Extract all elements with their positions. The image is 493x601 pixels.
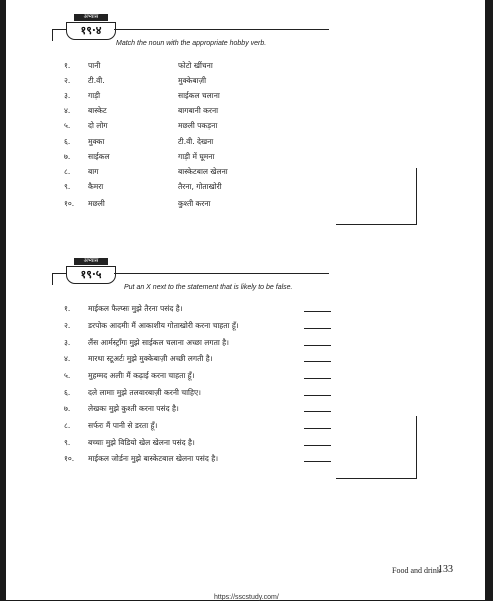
source-url[interactable]: https://sscstudy.com/ bbox=[214, 594, 279, 601]
answer-blank[interactable] bbox=[304, 378, 331, 379]
badge-label: अभ्यास bbox=[74, 14, 108, 21]
statement: डरपोक आदमीः मैं आकाशीय गोताखोरी करना चाहता हूँ। bbox=[88, 321, 239, 330]
item-number: ५. bbox=[64, 121, 71, 130]
answer-blank[interactable] bbox=[304, 311, 331, 312]
item-number: ८. bbox=[64, 167, 71, 176]
hobby-verb: मुक्केबाज़ी bbox=[178, 76, 207, 85]
right-bracket bbox=[416, 168, 417, 224]
statement: लैंस आर्मस्ट्रॉंगः मुझे साईकल चलाना अच्छा लगता है। bbox=[88, 338, 229, 347]
noun: मछली bbox=[88, 199, 105, 208]
statement: लेखकः मुझे कुश्ती करना पसंद है। bbox=[88, 404, 179, 413]
noun: बाग bbox=[88, 167, 99, 176]
statement: माईकल जोर्डनः मुझे बास्केटबाल खेलना पसंद है। bbox=[88, 454, 219, 463]
noun: साईकल bbox=[88, 152, 110, 161]
answer-blank[interactable] bbox=[304, 395, 331, 396]
hobby-verb: बास्केटबाल खेलना bbox=[178, 167, 228, 176]
hobby-verb: साईकल चलाना bbox=[178, 91, 220, 100]
left-bracket bbox=[52, 273, 53, 285]
hobby-verb: कुश्ती करना bbox=[178, 199, 211, 208]
item-number: ५. bbox=[64, 371, 71, 380]
hobby-verb: तैरना, गोताखोरी bbox=[178, 182, 222, 191]
right-bracket bbox=[416, 416, 417, 478]
item-number: २. bbox=[64, 321, 71, 330]
statement: मारथा स्टूअर्टः मुझे मुक्केबाज़ी अच्छी लगती है। bbox=[88, 354, 213, 363]
noun: मुक्का bbox=[88, 137, 105, 146]
header-rule bbox=[114, 273, 329, 274]
statement: माईकल फैल्प्सः मुझे तैरना पसंद है। bbox=[88, 304, 183, 313]
badge-number: १९·४ bbox=[66, 22, 116, 40]
item-number: २. bbox=[64, 76, 71, 85]
section-title: Food and drink bbox=[392, 566, 441, 575]
answer-blank[interactable] bbox=[304, 428, 331, 429]
badge-label: अभ्यास bbox=[74, 258, 108, 265]
left-bracket-top bbox=[52, 29, 66, 30]
exercise-badge-19-5 bbox=[66, 258, 116, 284]
hobby-verb: मछली पकड़ना bbox=[178, 121, 218, 130]
left-bracket-top bbox=[52, 273, 66, 274]
noun: टी.वी. bbox=[88, 76, 105, 85]
answer-blank[interactable] bbox=[304, 361, 331, 362]
noun: बास्केट bbox=[88, 106, 107, 115]
item-number: ६. bbox=[64, 137, 71, 146]
item-number: १०. bbox=[64, 454, 75, 463]
item-number: ७. bbox=[64, 404, 71, 413]
item-number: ४. bbox=[64, 354, 71, 363]
hobby-verb: बागबानी करना bbox=[178, 106, 219, 115]
item-number: ९. bbox=[64, 438, 71, 447]
answer-blank[interactable] bbox=[304, 461, 331, 462]
page bbox=[6, 0, 485, 600]
page-number: 133 bbox=[438, 564, 453, 575]
statement: मुहम्मद अलीः मैं कढ़ाई करना चाहता हूँ। bbox=[88, 371, 195, 380]
hobby-verb: गाड़ी में घूमना bbox=[178, 152, 215, 161]
noun: दो लोग bbox=[88, 121, 108, 130]
item-number: ८. bbox=[64, 421, 71, 430]
hobby-verb: टी.वी. देखना bbox=[178, 137, 214, 146]
item-number: ३. bbox=[64, 91, 71, 100]
exercise-badge-19-4 bbox=[66, 14, 116, 40]
item-number: ४. bbox=[64, 106, 71, 115]
item-number: ७. bbox=[64, 152, 71, 161]
header-rule bbox=[114, 29, 329, 30]
answer-blank[interactable] bbox=[304, 411, 331, 412]
hobby-verb: फोटो खींचना bbox=[178, 61, 213, 70]
item-number: १०. bbox=[64, 199, 75, 208]
right-bracket-bottom bbox=[336, 478, 417, 479]
noun: कैमरा bbox=[88, 182, 104, 191]
badge-number: १९·५ bbox=[66, 266, 116, 284]
left-bracket bbox=[52, 29, 53, 41]
item-number: १. bbox=[64, 304, 71, 313]
noun: गाड़ी bbox=[88, 91, 101, 100]
answer-blank[interactable] bbox=[304, 328, 331, 329]
item-number: ३. bbox=[64, 338, 71, 347]
answer-blank[interactable] bbox=[304, 445, 331, 446]
instruction: Match the noun with the appropriate hobby verb. bbox=[116, 40, 267, 47]
statement: सर्फरः मैं पानी से डरता हूँ। bbox=[88, 421, 158, 430]
noun: पानी bbox=[88, 61, 101, 70]
statement: दले लामाः मुझे तलवारबाज़ी करनी चाहिए। bbox=[88, 388, 201, 397]
right-bracket-bottom bbox=[336, 224, 417, 225]
statement: बच्चाः मुझे विडियो खेल खेलना पसंद है। bbox=[88, 438, 195, 447]
item-number: ९. bbox=[64, 182, 71, 191]
instruction: Put an X next to the statement that is likely to be false. bbox=[124, 284, 293, 291]
item-number: १. bbox=[64, 61, 71, 70]
answer-blank[interactable] bbox=[304, 345, 331, 346]
item-number: ६. bbox=[64, 388, 71, 397]
